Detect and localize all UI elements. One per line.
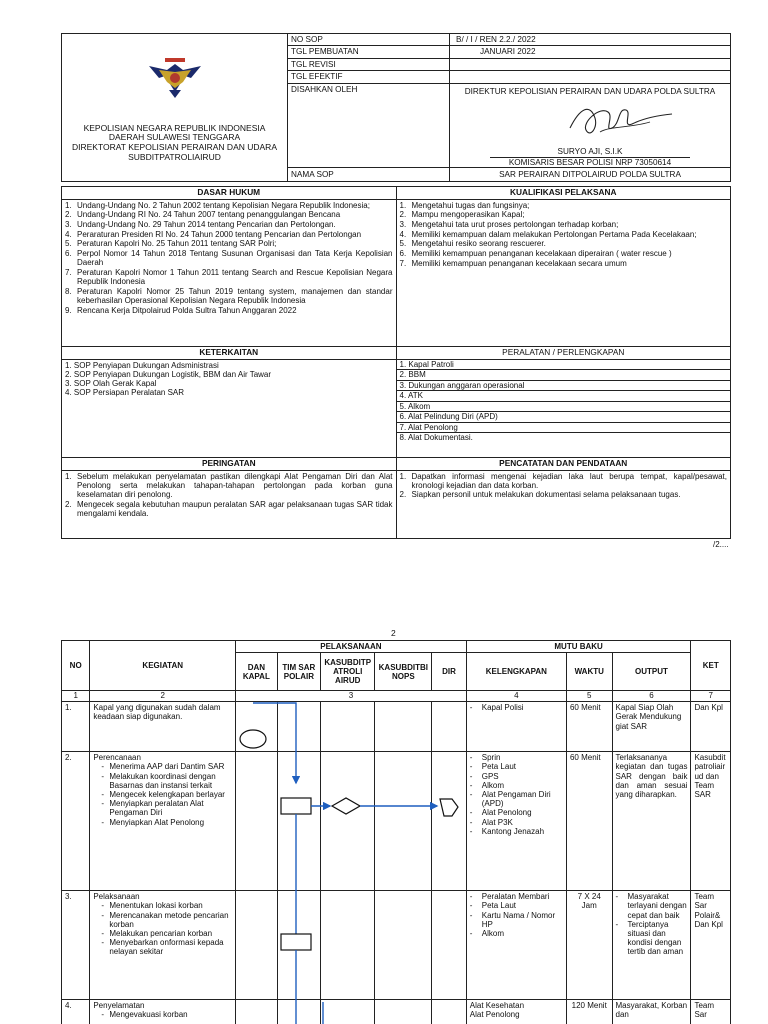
list-item: 6. Alat Pelindung Diri (APD) (397, 412, 731, 423)
col-dir: DIR (432, 653, 466, 691)
relation-section (61, 346, 731, 458)
row-no: 4. (62, 1000, 90, 1024)
row-ket: Team Sar Polair& Dan Kpl (691, 891, 731, 1000)
list-item: 3. SOP Olah Gerak Kapal (65, 378, 157, 388)
col-dan-kapal: DAN KAPAL (236, 653, 278, 691)
list-number: 4. (399, 229, 407, 239)
table-row (62, 702, 731, 752)
list-text: Peraturan Kapolri Nomor 25 Tahun 2019 tentang system, manajemen dan standar keberhasilan Operasional Kepolisian Negara Republik Indonesia (77, 286, 393, 305)
row-waktu: 60 Menit (566, 702, 612, 752)
list-text: Memiliki kemampuan penanganan kecelakaan secara umum (411, 258, 627, 268)
list-text: Perpol Nomor 14 Tahun 2018 Tentang Susunan Organisasi dan Tata Kerja Kepolisian Daerah (77, 248, 393, 268)
org-name-4: SUBDITPATROLIAIRUD (128, 151, 221, 162)
row-waktu: 120 Menit (566, 1000, 612, 1024)
list-item: - Alkom (470, 929, 563, 938)
list-item (65, 210, 393, 219)
nama-sop-label: NAMA SOP (288, 167, 450, 181)
list-item: - Menerima AAP dari Dantim SAR (101, 762, 232, 771)
row-kegiatan (90, 891, 236, 1000)
list-number: 2. (399, 210, 407, 220)
list-item: - Melakukan koordinasi dengan Basarnas dan instansi terkait (101, 772, 232, 790)
approver-title: DIREKTUR KEPOLISIAN PERAIRAN DAN UDARA POLDA SULTRA (464, 86, 716, 96)
list-item: - Kartu Nama / Nomor HP (470, 911, 563, 929)
list-number: 2. (399, 490, 407, 500)
tgl-efektif-value (450, 71, 731, 83)
list-item: 1. Kapal Patroli (397, 360, 731, 371)
organization-cell (62, 34, 288, 182)
list-item: 2. SOP Penyiapan Dukungan Logistik, BBM dan Air Tawar (65, 369, 272, 379)
sop-header-table (61, 33, 731, 182)
index-cell: 6 (612, 691, 691, 702)
list-item: - Alat P3K (470, 818, 563, 827)
list-item (65, 239, 393, 248)
list-number: 8. (65, 286, 72, 296)
list-item: - Mengecek kelengkapan berlayar (101, 790, 232, 799)
list-text: Rencana Kerja Ditpolairud Polda Sultra Tahun Anggaran 2022 (77, 305, 297, 315)
list-number: 4. (65, 229, 72, 239)
list-item (65, 249, 393, 267)
list-item (400, 259, 728, 268)
col-no: NO (62, 641, 90, 691)
row-output (612, 891, 691, 1000)
dasar-hukum-title: DASAR HUKUM (62, 187, 397, 200)
row-no: 3. (62, 891, 90, 1000)
list-item: - Terciptanya situasi dan kondisi dengan tertib dan aman (616, 920, 688, 957)
nama-sop-value: SAR PERAIRAN DITPOLAIRUD POLDA SULTRA (450, 167, 731, 181)
peralatan-title: PERALATAN / PERLENGKAPAN (396, 347, 731, 360)
row-no: 1. (62, 702, 90, 752)
list-text: Mengetahui resiko seorang rescuerer. (411, 239, 546, 249)
list-number: 1. (399, 200, 407, 210)
peralatan-cell (396, 359, 731, 457)
peringatan-list (65, 472, 393, 518)
list-item: - Kantong Jenazah (470, 827, 563, 836)
peringatan-title: PERINGATAN (62, 458, 397, 471)
col-output: OUTPUT (612, 653, 691, 691)
list-item (65, 500, 393, 518)
list-number: 2. (65, 210, 72, 220)
kualifikasi-list-cell (396, 199, 731, 359)
list-item: 7. Alat Penolong (397, 423, 731, 434)
keterkaitan-cell (62, 359, 397, 457)
list-text: Undang-Undang RI No. 24 Tahun 2007 tentang penanggulangan Bencana (77, 210, 341, 220)
list-item (400, 490, 728, 499)
list-item: 4. ATK (397, 391, 731, 402)
list-number: 3. (399, 219, 407, 229)
list-number: 3. (65, 219, 72, 229)
list-item: - Menyiapkan peralatan Alat Pengaman Diri (101, 799, 232, 817)
peringatan-cell (62, 470, 397, 538)
no-sop-value: B/ / I / REN 2.2./ 2022 (450, 34, 731, 46)
warning-section (61, 457, 731, 539)
row-waktu: 60 Menit (566, 752, 612, 891)
row-kelengkapan (466, 752, 566, 891)
col-kasubdit-patroli: KASUBDITP ATROLI AIRUD (321, 653, 375, 691)
list-item: - Merencanakan metode pencarian korban (101, 911, 232, 929)
row-output: Masyarakat, Korban dan (612, 1000, 691, 1024)
index-cell: 5 (566, 691, 612, 702)
kegiatan-title: Perencanaan (93, 753, 141, 763)
signer-rank: KOMISARIS BESAR POLISI NRP 73050614 (490, 157, 690, 167)
col-pelaksanaan: PELAKSANAAN (236, 641, 467, 653)
kegiatan-title: Pelaksanaan (93, 892, 140, 902)
list-text: Mampu mengoperasikan Kapal; (411, 210, 525, 220)
index-cell: 1 (62, 691, 90, 702)
list-item: - Peta Laut (470, 762, 563, 771)
list-item: - Peralatan Membari (470, 892, 563, 901)
index-cell: 3 (236, 691, 467, 702)
list-item: 8. Alat Dokumentasi. (399, 433, 473, 443)
list-number: 9. (65, 305, 72, 315)
list-number: 7. (399, 258, 407, 268)
row-kelengkapan (466, 702, 566, 752)
col-tim-sar: TIM SAR POLAIR (277, 653, 321, 691)
list-text: Peraturan Kapolri Nomor 1 Tahun 2011 tentang Search and Rescue Kepolisian Negara Republik Indonesia (77, 267, 393, 287)
org-name-1: KEPOLISIAN NEGARA REPUBLIK INDONESIA (83, 122, 266, 133)
list-item: - Masyarakat terlayani dengan cepat dan baik (616, 892, 688, 920)
list-number: 7. (65, 267, 72, 277)
table-row (62, 1000, 731, 1024)
list-item: 1. SOP Penyiapan Dukungan Adsministrasi (65, 360, 219, 370)
row-kelengkapan (466, 891, 566, 1000)
row-kegiatan (90, 702, 236, 752)
list-item (400, 201, 728, 210)
list-item (400, 220, 728, 229)
index-cell: 7 (691, 691, 731, 702)
list-text: Peraturan Kapolri No. 25 Tahun 2011 tentang SAR Polri; (77, 239, 277, 249)
col-kasubdit-binops: KASUBDITBI NOPS (375, 653, 432, 691)
list-number: 1. (65, 200, 72, 210)
kualifikasi-title: KUALIFIKASI PELAKSANA (396, 187, 731, 200)
list-item (65, 220, 393, 229)
list-number: 6. (399, 248, 407, 258)
row-ket: Kasubdit patroliair ud dan Team SAR (691, 752, 731, 891)
table-row (62, 752, 731, 891)
list-item (400, 210, 728, 219)
col-waktu: WAKTU (566, 653, 612, 691)
list-item: Alat Penolong (469, 1010, 520, 1020)
list-item: - Kapal Polisi (470, 703, 563, 712)
approval-cell (450, 83, 731, 167)
list-item (65, 201, 393, 210)
list-item: 4. SOP Persiapan Peralatan SAR (65, 388, 185, 398)
kegiatan-title: Kapal yang digunakan sudah dalam keadaan siap digunakan. (93, 703, 221, 722)
list-item (400, 239, 728, 248)
list-number: 5. (399, 239, 407, 249)
list-item: 3. Dukungan anggaran operasional (397, 381, 731, 392)
list-number: 6. (65, 248, 72, 258)
list-item (400, 230, 728, 239)
list-text: Memiliki kemampuan dalam melakukan Pertolongan Pertama Pada Kecelakaan; (411, 229, 697, 239)
list-item: 5. Alkom (397, 402, 731, 413)
next-page-note: /2.... (713, 540, 729, 549)
table-row (62, 891, 731, 1000)
list-text: Mengetahui tugas dan fungsinya; (411, 200, 530, 210)
index-cell: 2 (90, 691, 236, 702)
row-kelengkapan (466, 1000, 566, 1024)
list-text: Undang-Undang No. 2 Tahun 2002 tentang Kepolisian Negara Republik Indonesia; (77, 200, 370, 210)
signer-name: SURYO AJI, S.I.K (557, 146, 623, 156)
disahkan-label: DISAHKAN OLEH (288, 83, 450, 167)
list-number: 5. (65, 239, 72, 249)
peralatan-list (397, 360, 731, 444)
row-output: Terlaksananya kegiatan dan tugas SAR dengan baik dan aman sesuai yang diharapkan. (612, 752, 691, 891)
list-item (65, 230, 393, 239)
pencatatan-list (400, 472, 728, 500)
list-item (65, 268, 393, 286)
kualifikasi-list (400, 201, 728, 268)
list-item (400, 249, 728, 258)
tgl-pembuatan-value: JANUARI 2022 (450, 46, 731, 58)
list-item (65, 472, 393, 500)
list-item (65, 287, 393, 305)
list-text: Mengecek segala kebutuhan maupun peralatan SAR agar pelaksanaan tugas SAR tidak mengalami kendala. (77, 499, 393, 518)
procedure-table (61, 640, 731, 1024)
col-kelengkapan: KELENGKAPAN (466, 653, 566, 691)
row-ket: Team Sar (691, 1000, 731, 1024)
list-text: Memiliki kemampuan penanganan kecelakaan diperairan ( water rescue ) (411, 248, 672, 258)
list-number: 2. (65, 499, 72, 509)
org-name-3: DIREKTORAT KEPOLISIAN PERAIRAN DAN UDARA (72, 142, 277, 153)
list-item: - Alat Pengaman Diri (APD) (470, 790, 563, 808)
list-item: - Sprin (470, 753, 563, 762)
tgl-revisi-value (450, 58, 731, 70)
tgl-revisi-label: TGL REVISI (288, 58, 450, 70)
list-item: - Mengevakuasi korban (101, 1010, 232, 1019)
list-item: - GPS (470, 772, 563, 781)
list-item (65, 306, 393, 315)
row-waktu: 7 X 24 Jam (566, 891, 612, 1000)
col-ket: KET (691, 641, 731, 691)
list-item: 2. BBM (397, 370, 731, 381)
row-kegiatan (90, 1000, 236, 1024)
tgl-efektif-label: TGL EFEKTIF (288, 71, 450, 83)
list-number: 1. (65, 471, 72, 481)
legal-basis-section (61, 186, 731, 360)
list-item: - Alkom (470, 781, 563, 790)
keterkaitan-list (65, 361, 393, 398)
pencatatan-title: PENCATATAN DAN PENDATAAN (396, 458, 731, 471)
list-item: - Melakukan pencarian korban (101, 929, 232, 938)
org-name-2: DAERAH SULAWESI TENGGARA (108, 132, 241, 143)
list-text: Siapkan personil untuk melakukan dokumentasi selama pelaksanaan tugas. (411, 490, 681, 500)
no-sop-label: NO SOP (288, 34, 450, 46)
list-item: - Peta Laut (470, 901, 563, 910)
index-cell: 4 (466, 691, 566, 702)
list-item: - Menentukan lokasi korban (101, 901, 232, 910)
row-kegiatan (90, 752, 236, 891)
page-number: 2 (391, 628, 396, 638)
list-text: Undang-Undang No. 29 Tahun 2014 tentang Pencarian dan Pertolongan. (77, 219, 336, 229)
police-emblem-icon (145, 56, 205, 100)
list-number: 1. (399, 471, 407, 481)
list-item: - Menyiapkan Alat Penolong (101, 818, 232, 827)
tgl-pembuatan-label: TGL PEMBUATAN (288, 46, 450, 58)
list-text: Dapatkan informasi mengenai kejadian laka laut berupa tempat, kapal/pesawat, kronologi kejadian dan data korban. (411, 471, 727, 490)
list-text: Sebelum melakukan penyelamatan pastikan dilengkapi Alat Pengaman Diri dan Alat Penolong serta melakukan tahapan-tahapan pertolongan pada korban guna keselamatan diri penolong. (77, 471, 393, 499)
list-item: - Alat Penolong (470, 808, 563, 817)
pencatatan-cell (396, 470, 731, 538)
col-mutu-baku: MUTU BAKU (466, 641, 691, 653)
list-item (400, 472, 728, 490)
row-no: 2. (62, 752, 90, 891)
kegiatan-title: Penyelamatan (93, 1001, 145, 1011)
row-ket: Dan Kpl (691, 702, 731, 752)
keterkaitan-title: KETERKAITAN (62, 347, 397, 360)
col-kegiatan: KEGIATAN (90, 641, 236, 691)
list-item: - Menyebarkan onformasi kepada nelayan sekitar (101, 938, 232, 956)
dasar-hukum-list-cell (62, 199, 397, 359)
list-text: Peraraturan Presiden RI No. 24 Tahun 2000 tentang Pencarian dan Pertolongan (77, 229, 362, 239)
list-text: Mengetahui tata urut proses pertolongan terhadap korban; (411, 219, 619, 229)
signature-icon (560, 98, 680, 142)
column-index-row (62, 691, 731, 702)
dasar-hukum-list (65, 201, 393, 315)
list-item: Alat Kesehatan (469, 1001, 525, 1011)
row-output: Kapal Siap Olah Gerak Mendukung giat SAR (612, 702, 691, 752)
